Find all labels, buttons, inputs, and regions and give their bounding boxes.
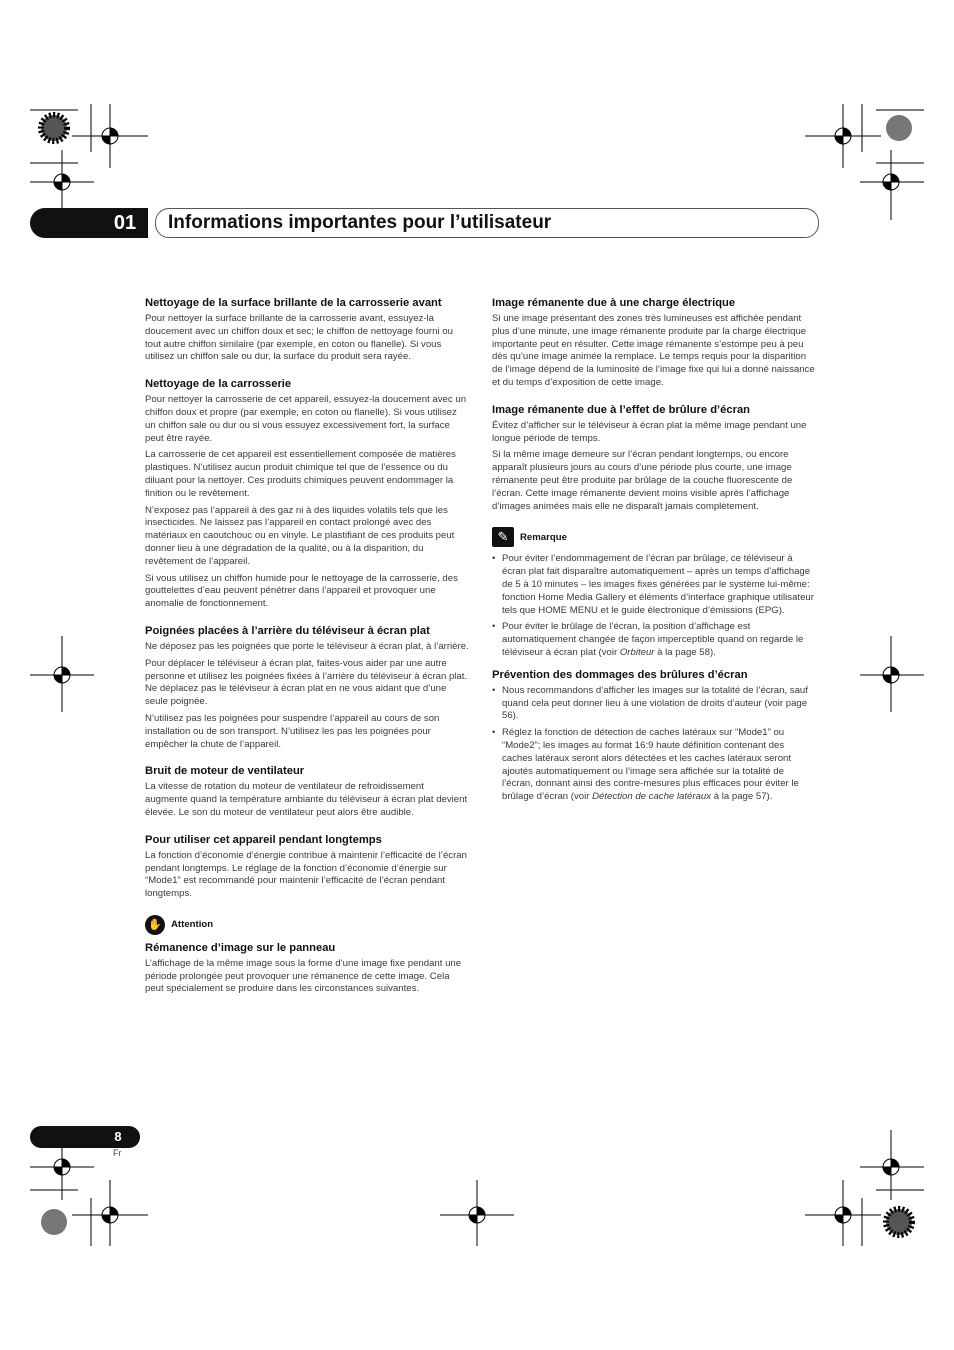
page-number: 8 [114, 1129, 122, 1144]
paragraph: Évitez d’afficher sur le téléviseur à écran plat la même image pendant une longue période de temps. [492, 419, 807, 444]
paragraph: N’utilisez pas les poignées pour suspendre l’appareil au cours de son installation ou de son transport. N’utilisez les pas les poignées pour empêcher la chute de l’appareil. [145, 712, 440, 750]
paragraph: La fonction d’économie d’énergie contribue à maintenir l’efficacité de l’écran pendant longtemps. Le réglage de la fonction d’économie d’énergie sur “Mode1” est recommandé pour maintenir l’efficacité de l’écran pendant longtemps. [145, 849, 467, 900]
attention-callout [145, 915, 469, 935]
paragraph: Si une image présentant des zones très lumineuses est affichée pendant plus d’une minute, une image rémanente produite par la charge électrique importante peut en résulter. Cette image rémanente s’estompe peu à peu dès qu’une image animée la remplace. Le temps requis pour la disparition de l’image dépend de la luminosité de l’image fixe qui lui a donné naissance et du temps d’exposition de cette image. [492, 313, 815, 388]
list-item: • Pour éviter l’endommagement de l’écran par brûlage, ce téléviseur à écran plat fait disparaître automatiquement – après un temps d’affichage de 5 à 10 minutes – les images fixes générées par le système lui-même: fonction Home Media Gallery et éléments d’interface graphique utilisateur tels que HOME MENU et le guide électronique d’émissions (EPG). [492, 553, 816, 617]
section-heading: Poignées placées à l’arrière du téléviseur à écran plat [145, 624, 430, 637]
section-heading: Nettoyage de la surface brillante de la carrosserie avant [145, 297, 442, 309]
paragraph: Pour nettoyer la surface brillante de la carrosserie avant, essuyez-la doucement avec un chiffon doux et sec; le chiffon de nettoyage fourni ou tout autre chiffon similaire (par exemple, en coton ou flanelle). Si vous utilisez un chiffon sale ou dur, la surface du produit sera rayée. [145, 313, 453, 363]
section-heading: Prévention des dommages des brûlures d’écran [492, 668, 748, 681]
left-column [145, 296, 469, 1000]
pencil-note-icon: ✎ [492, 527, 514, 547]
prevention-list [492, 685, 816, 804]
paragraph: Si la même image demeure sur l’écran pendant longtemps, ou encore apparaît plusieurs jours au cours d’une période plus courte, une image rémanente peut être produite par brûlage de la couche fluorescente de l’écran. Cette image rémanente devient moins visible après l’affichage d’images animées mais elle ne disparaît jamais complètement. [492, 449, 793, 512]
page-title: Informations importantes pour l’utilisateur [168, 212, 552, 233]
note-list [492, 553, 816, 659]
right-column [492, 296, 816, 808]
page-language: Fr [113, 1148, 122, 1158]
list-item: • Nous recommandons d’afficher les images sur la totalité de l’écran, sauf quand cela peut donner lieu à une violation de droits d’auteur (voir page 56). [492, 685, 816, 723]
paragraph: Si vous utilisez un chiffon humide pour le nettoyage de la carrosserie, des gouttelettes d’eau peuvent pénétrer dans l’appareil et provoquer une anomalie de fonctionnement. [145, 572, 458, 610]
paragraph: N’exposez pas l’appareil à des gaz ni à des liquides volatils tels que les insecticides. Ne laissez pas l’appareil en contact prolongé avec des matériaux en caoutchouc ou en vinyle. Le plastifiant de ces produits peut donner lieu à une dégradation de la qualité, ou à la disparition, du revêtement de l’appareil. [145, 504, 455, 567]
section-heading: Image rémanente due à l’effet de brûlure d’écran [492, 403, 751, 416]
section-heading: Pour utiliser cet appareil pendant longtemps [145, 833, 382, 846]
list-item: • Réglez la fonction de détection de caches latéraux sur “Mode1” ou “Mode2”; les images au format 16:9 haute définition contenant des caches latéraux seront alors détectées et les caches latéraux seront ajoutés automatiquement ou l’image sera affichée sur la totalité de l’écran, donnant ainsi des contre-mesures plus efficaces pour éviter le brûlage d’écran (voir Détection de cache latéraux à la page 57). [492, 727, 816, 804]
hand-stop-icon: ✋ [145, 915, 165, 935]
list-item: • Pour éviter le brûlage de l’écran, la position d’affichage est automatiquement changée de façon imperceptible quand on regarde le téléviseur à écran plat (voir Orbiteur à la page 58). [492, 621, 816, 659]
chapter-number: 01 [113, 212, 137, 234]
section-heading: Image rémanente due à une charge électrique [492, 297, 736, 309]
paragraph: La vitesse de rotation du moteur de ventilateur de refroidissement augmente quand la température ambiante du téléviseur à écran plat devient élevée. Le son du moteur de ventilateur peut alors être audible. [145, 781, 468, 818]
attention-label: Attention [171, 919, 214, 931]
note-callout [492, 527, 816, 547]
section-heading: Rémanence d’image sur le panneau [145, 941, 336, 954]
section-heading: Bruit de moteur de ventilateur [145, 765, 305, 778]
note-label: Remarque [520, 531, 567, 543]
paragraph: L’affichage de la même image sous la forme d’une image fixe pendant une période prolongée peut provoquer une rémanence de cette image. Cela peut spécialement se produire dans les circonstances suivantes. [145, 957, 462, 995]
paragraph: Pour nettoyer la carrosserie de cet appareil, essuyez-la doucement avec un chiffon doux et propre (par exemple, en coton ou flanelle). Si vous utilisez un chiffon sale ou dur ou si vous essuyez excessivement fort, la surface peut être rayée. [145, 394, 467, 444]
section-heading: Nettoyage de la carrosserie [145, 378, 292, 391]
paragraph: Ne déposez pas les poignées que porte le téléviseur à écran plat, à l’arrière. [145, 640, 469, 652]
paragraph: La carrosserie de cet appareil est essentiellement composée de matières plastiques. N’utilisez aucun produit chimique tel que de l’essence ou du diluant pour la nettoyer. Ces produits chimiques peuvent endommager la finition ou le revêtement. [145, 449, 456, 499]
paragraph: Pour déplacer le téléviseur à écran plat, faites-vous aider par une autre personne et utilisez les poignées fixées à l’arrière du téléviseur à écran plat. Ne déplacez pas le téléviseur à écran plat en ne vous aidant que d’une seule poignée. [145, 657, 468, 708]
